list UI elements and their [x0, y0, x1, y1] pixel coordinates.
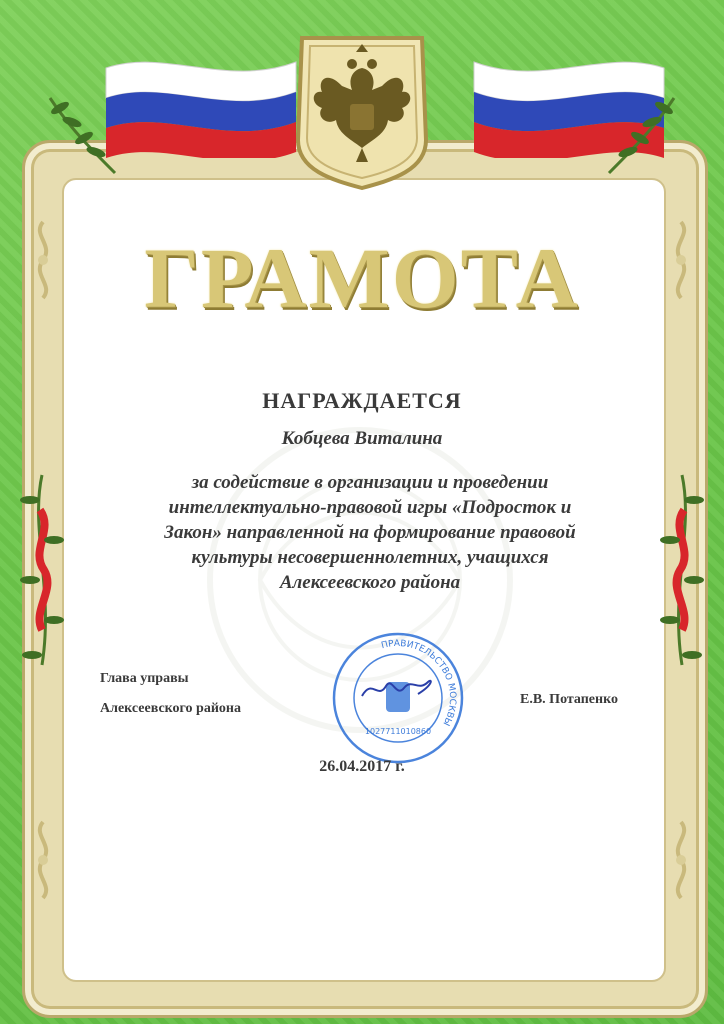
laurel-branch-icon: [604, 88, 684, 178]
award-reason-line: Алексеевского района: [279, 572, 461, 593]
handwritten-signature-icon: [358, 672, 438, 704]
stamp-number: 1027711010860: [364, 727, 432, 736]
laurel-ribbon-left-icon: [20, 470, 64, 670]
award-reason-line: за содействие в организации и проведении: [191, 472, 549, 493]
coat-of-arms-icon: [282, 30, 442, 190]
certificate-title: ГРАМОТА: [144, 230, 580, 326]
award-reason: [110, 470, 630, 595]
award-reason-line: интеллектуально-правовой игры «Подросток и: [168, 497, 572, 518]
signatory-role: [100, 664, 241, 724]
awarded-heading: НАГРАЖДАЕТСЯ: [262, 388, 462, 413]
stamp-text: ПРАВИТЕЛЬСТВО МОСКВЫ: [380, 638, 458, 728]
award-reason-line: культуры несовершеннолетних, учащихся: [191, 547, 549, 568]
signatory-name: Е.В. Потапенко: [520, 692, 618, 707]
frame-scroll-ornament: [30, 820, 56, 900]
award-reason-line: Закон» направленной на формирование правовой: [164, 522, 576, 543]
award-date: 26.04.2017 г.: [319, 758, 405, 775]
signatory-role-line: Алексеевского района: [100, 701, 241, 716]
laurel-ribbon-right-icon: [660, 470, 704, 670]
frame-scroll-ornament: [668, 820, 694, 900]
recipient-name: Кобцева Виталина: [281, 428, 443, 449]
signatory-role-line: Глава управы: [100, 671, 189, 686]
laurel-branch-icon: [40, 88, 120, 178]
